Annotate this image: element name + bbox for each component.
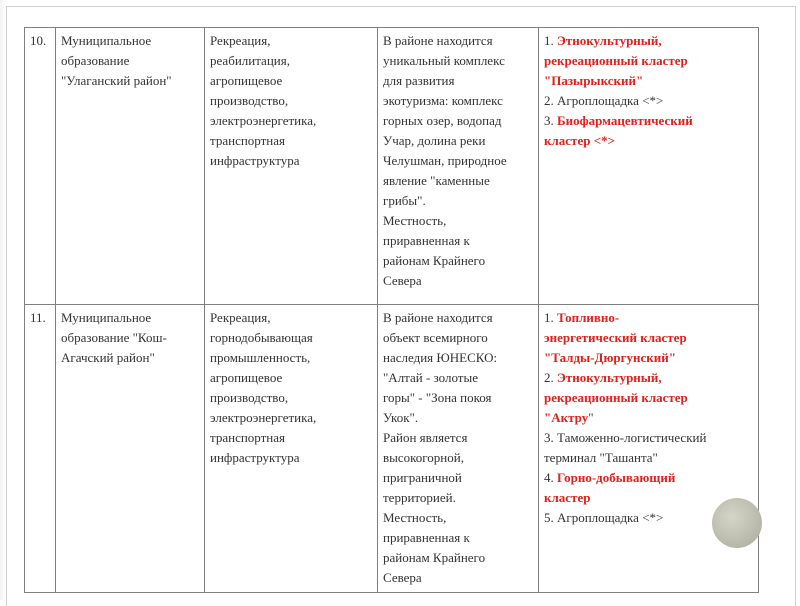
municipalities-table bbox=[24, 27, 759, 593]
row-number-cell: 11. bbox=[25, 305, 56, 593]
projects-cell: 1. Этнокультурный, рекреационный кластер "Пазырыкский" 2. Агроплощадка <*> 3. Биофармацевтический кластер <*> bbox=[539, 28, 759, 305]
features-cell: В районе находится объект всемирного наследия ЮНЕСКО: "Алтай - золотые горы" - "Зона покоя Укок". Район является высокогорной, приграничной территорией. Местность, приравненная к районам Крайнего Севера bbox=[378, 305, 539, 593]
sectors-cell: Рекреация, реабилитация, агропищевое производство, электроэнергетика, транспортная инфраструктура bbox=[205, 28, 378, 305]
features-cell: В районе находится уникальный комплекс для развития экотуризма: комплекс горных озер, водопад Учар, долина реки Челушман, природное явление "каменные грибы". Местность, приравненная к районам Крайнего Севера bbox=[378, 28, 539, 305]
sectors-cell: Рекреация, горнодобывающая промышленность, агропищевое производство, электроэнергетика, транспортная инфраструктура bbox=[205, 305, 378, 593]
table-row bbox=[25, 305, 759, 593]
projects-cell: 1. Топливно- энергетический кластер "Талды-Дюргунский" 2. Этнокультурный, рекреационный кластер "Актру" 3. Таможенно-логистический терминал "Ташанта" 4. Горно-добывающий кластер 5. Агроплощадка <*> bbox=[539, 305, 759, 593]
municipality-cell: Муниципальное образование "Кош- Агачский район" bbox=[56, 305, 205, 593]
municipality-cell: Муниципальное образование "Улаганский район" bbox=[56, 28, 205, 305]
table-row bbox=[25, 28, 759, 305]
row-number-cell: 10. bbox=[25, 28, 56, 305]
decorative-circle bbox=[712, 498, 762, 548]
